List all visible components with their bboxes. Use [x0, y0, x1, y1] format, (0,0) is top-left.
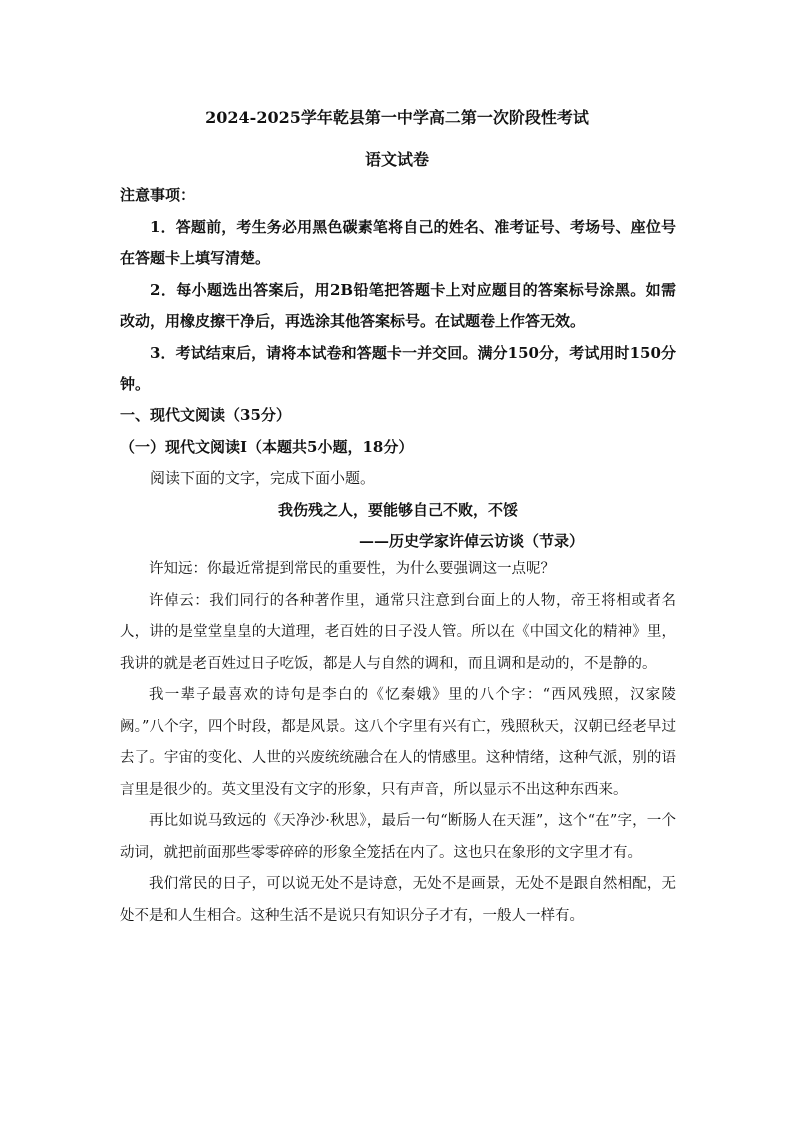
article-title: 我伤残之人，要能够自己不败，不馁 — [277, 500, 518, 519]
notes-heading: 注意事项： — [120, 186, 196, 204]
article-body — [120, 554, 676, 932]
article-paragraph: 我一辈子最喜欢的诗句是李白的《忆秦娥》里的八个字：“西风残照，汉家陵阙。”八个字，四个时段，都是风景。这八个字里有兴有亡，残照秋天，汉朝已经老早过去了。宇宙的变化、人世的兴废统统融合在人的情感里。这种情绪，这种气派，别的语言里是很少的。英文里没有文字的形象，只有声音，所以显示不出这种东西来。 — [120, 687, 676, 798]
reading-section — [120, 400, 676, 558]
notes-section — [120, 180, 676, 401]
article-paragraph: 我们常民的日子，可以说无处不是诗意，无处不是画景，无处不是跟自然相配，无处不是和人生相合。这种生活不是说只有知识分子才有，一般人一样有。 — [120, 876, 676, 924]
section-heading: 一、现代文阅读（35分） — [120, 406, 291, 424]
exam-title: 2024-2025学年乾县第一中学高二第一次阶段性考试 — [205, 108, 589, 127]
article-subtitle: ——历史学家许倬云访谈（节录） — [358, 532, 584, 550]
article-paragraph: 再比如说马致远的《天净沙·秋思》，最后一句“断肠人在天涯”，这个“在”字，一个动词，就把前面那些零零碎碎的形象全笼括在内了。这也只在象形的文字里才有。 — [120, 813, 676, 861]
subject-title: 语文试卷 — [364, 150, 429, 169]
note-item-3: 3．考试结束后，请将本试卷和答题卡一并交回。满分150分，考试用时150分钟。 — [120, 343, 676, 393]
section-subheading: （一）现代文阅读Ⅰ（本题共5小题，18分） — [120, 437, 414, 456]
note-item-2: 2．每小题选出答案后，用2B铅笔把答题卡上对应题目的答案标号涂黑。如需改动，用橡皮擦干净后，再选涂其他答案标号。在试题卷上作答无效。 — [120, 280, 676, 330]
section-instruction: 阅读下面的文字，完成下面小题。 — [150, 469, 376, 487]
article-paragraph: 许知远：你最近常提到常民的重要性，为什么要强调这一点呢？ — [149, 561, 555, 577]
note-item-1: 1．答题前，考生务必用黑色碳素笔将自己的姓名、准考证号、考场号、座位号在答题卡上填写清楚。 — [120, 217, 676, 267]
article-paragraph: 许倬云：我们同行的各种著作里，通常只注意到台面上的人物，帝王将相或者名人，讲的是堂堂皇皇的大道理，老百姓的日子没人管。所以在《中国文化的精神》里，我讲的就是老百姓过日子吃饭，都是人与自然的调和，而且调和是动的，不是静的。 — [120, 592, 676, 672]
